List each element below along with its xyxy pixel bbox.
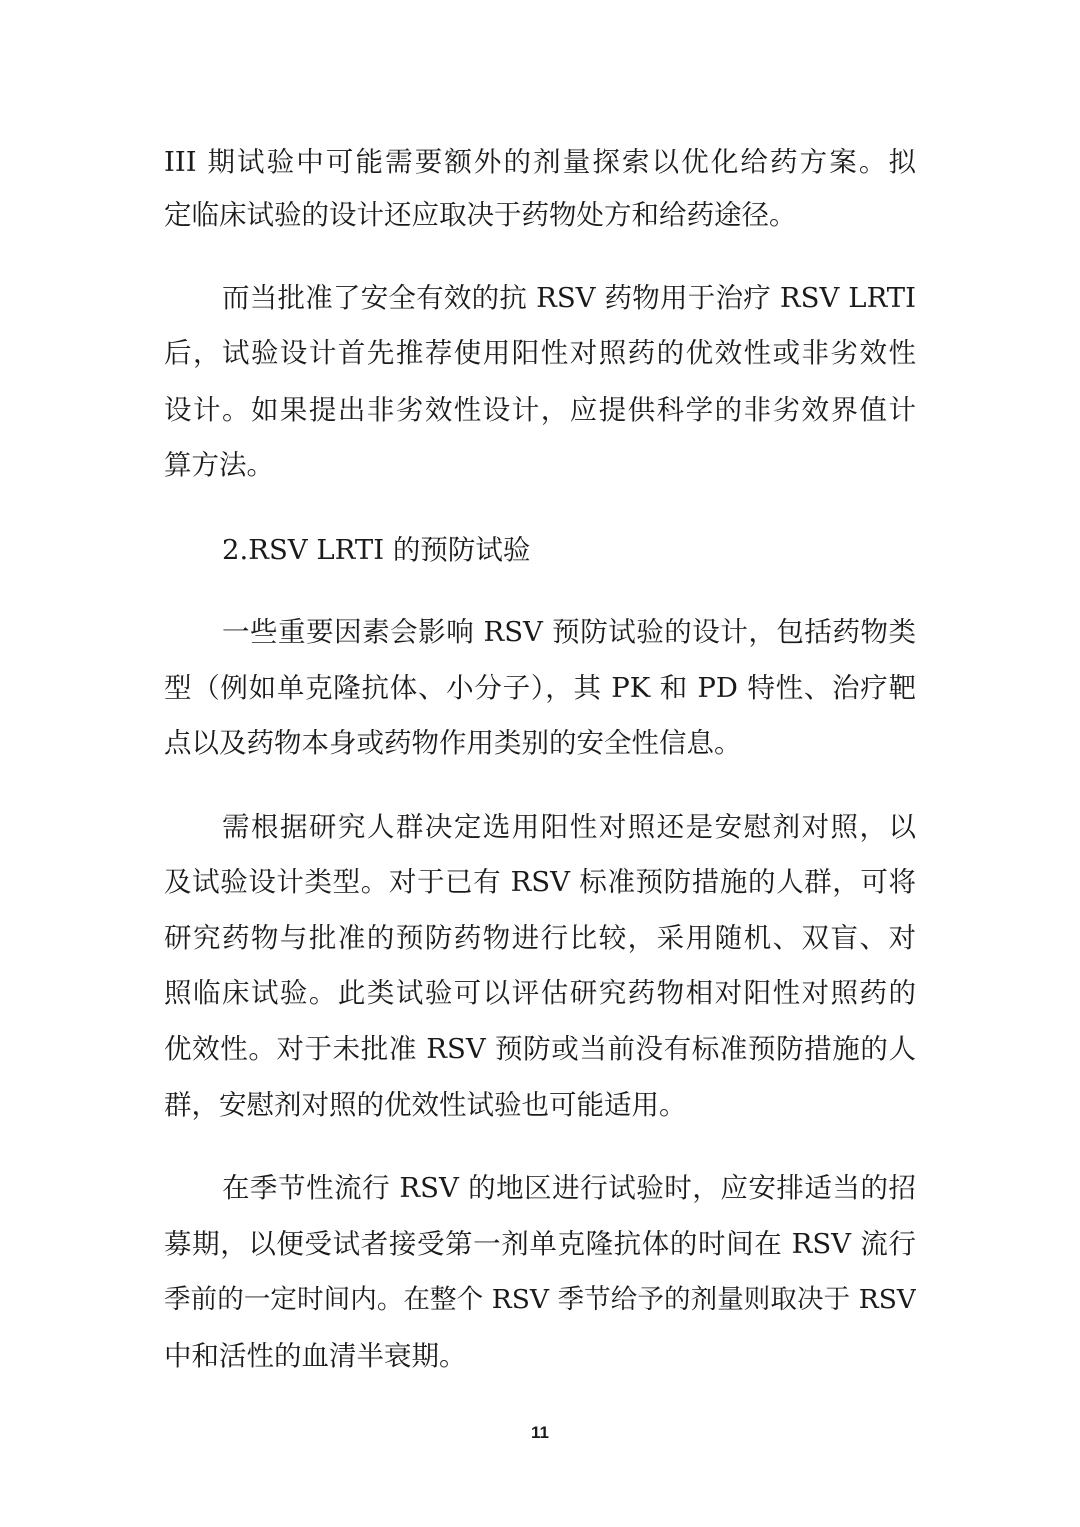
paragraph-line: 在季节性流行 RSV 的地区进行试验时，应安排适当的招 — [222, 1172, 916, 1204]
paragraph-line: 需根据研究人群决定选用阳性对照还是安慰剂对照，以 — [222, 811, 916, 843]
paragraph-line: 优效性。对于未批准 RSV 预防或当前没有标准预防措施的人 — [164, 1033, 916, 1065]
paragraph-line: 设计。如果提出非劣效性设计，应提供科学的非劣效界值计 — [164, 394, 916, 426]
section-heading: 2.RSV LRTI 的预防试验 — [222, 534, 531, 566]
paragraph-line: 一些重要因素会影响 RSV 预防试验的设计，包括药物类 — [222, 616, 916, 648]
paragraph-line: III 期试验中可能需要额外的剂量探索以优化给药方案。拟 — [164, 146, 916, 178]
paragraph-line: 而当批准了安全有效的抗 RSV 药物用于治疗 RSV LRTI — [222, 282, 916, 314]
paragraph-line: 中和活性的血清半衰期。 — [164, 1340, 467, 1372]
paragraph-line: 照临床试验。此类试验可以评估研究药物相对阳性对照药的 — [164, 977, 916, 1009]
paragraph-line: 算方法。 — [164, 449, 274, 481]
paragraph-line: 群，安慰剂对照的优效性试验也可能适用。 — [164, 1089, 687, 1121]
page-number: 11 — [531, 1423, 549, 1442]
paragraph-line: 及试验设计类型。对于已有 RSV 标准预防措施的人群，可将 — [164, 866, 916, 898]
paragraph-line: 型（例如单克隆抗体、小分子），其 PK 和 PD 特性、治疗靶 — [164, 672, 916, 704]
paragraph-line: 定临床试验的设计还应取决于药物处方和给药途径。 — [164, 199, 797, 231]
paragraph-line: 季前的一定时间内。在整个 RSV 季节给予的剂量则取决于 RSV — [164, 1284, 916, 1315]
paragraph-line: 后，试验设计首先推荐使用阳性对照药的优效性或非劣效性 — [164, 337, 916, 369]
paragraph-line: 点以及药物本身或药物作用类别的安全性信息。 — [164, 727, 742, 759]
paragraph-line: 募期，以便受试者接受第一剂单克隆抗体的时间在 RSV 流行 — [164, 1228, 916, 1260]
paragraph-line: 研究药物与批准的预防药物进行比较，采用随机、双盲、对 — [164, 922, 916, 954]
